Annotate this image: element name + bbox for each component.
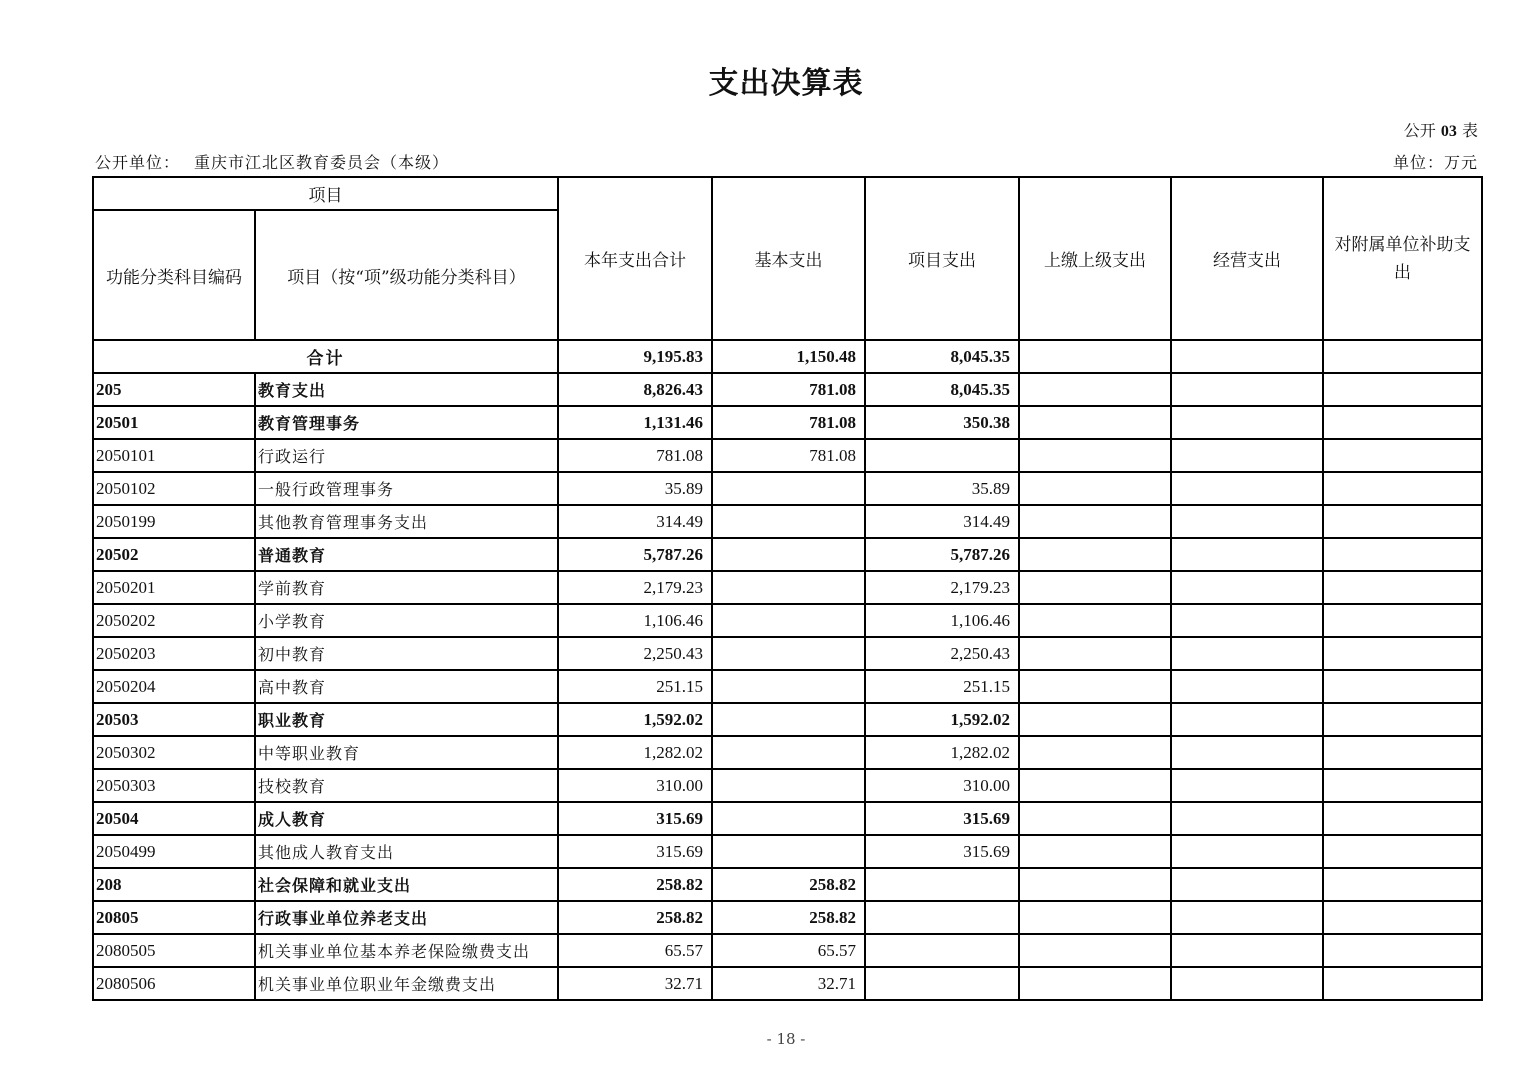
cell-subsidy [1323,373,1482,406]
form-number-value: 03 [1440,123,1457,140]
cell-code: 20805 [93,901,255,934]
header-total: 本年支出合计 [558,177,712,340]
cell-business [1171,472,1323,505]
cell-name: 行政事业单位养老支出 [255,901,558,934]
cell-basic [712,538,865,571]
cell-total: 2,179.23 [558,571,712,604]
cell-subsidy [1323,538,1482,571]
cell-project: 1,106.46 [865,604,1019,637]
header-subsidy: 对附属单位补助支出 [1323,177,1482,340]
cell-total: 32.71 [558,967,712,1000]
table-row [93,604,1482,637]
total-basic: 1,150.48 [712,340,865,373]
cell-business [1171,736,1323,769]
cell-business [1171,802,1323,835]
cell-upper [1019,538,1171,571]
cell-business [1171,505,1323,538]
form-number [1404,118,1478,141]
total-total: 9,195.83 [558,340,712,373]
table-row [93,505,1482,538]
cell-upper [1019,406,1171,439]
cell-code: 2080506 [93,967,255,1000]
header-code: 功能分类科目编码 [93,210,255,340]
cell-total: 8,826.43 [558,373,712,406]
cell-business [1171,538,1323,571]
cell-upper [1019,637,1171,670]
cell-subsidy [1323,472,1482,505]
cell-total: 310.00 [558,769,712,802]
table-row [93,868,1482,901]
cell-code: 208 [93,868,255,901]
cell-upper [1019,901,1171,934]
cell-business [1171,769,1323,802]
cell-code: 20502 [93,538,255,571]
table-row [93,670,1482,703]
cell-name: 其他教育管理事务支出 [255,505,558,538]
cell-basic [712,703,865,736]
reporting-unit-name: 重庆市江北区教育委员会（本级） [194,153,450,172]
cell-name: 其他成人教育支出 [255,835,558,868]
cell-project: 1,282.02 [865,736,1019,769]
header-project: 项目 [93,177,558,210]
cell-project: 350.38 [865,406,1019,439]
cell-project: 251.15 [865,670,1019,703]
cell-name: 行政运行 [255,439,558,472]
cell-subsidy [1323,703,1482,736]
cell-subsidy [1323,868,1482,901]
cell-total: 1,106.46 [558,604,712,637]
table-row [93,802,1482,835]
cell-total: 258.82 [558,901,712,934]
cell-business [1171,439,1323,472]
cell-basic: 258.82 [712,901,865,934]
cell-total: 251.15 [558,670,712,703]
table-row [93,769,1482,802]
cell-name: 教育支出 [255,373,558,406]
cell-business [1171,406,1323,439]
cell-upper [1019,505,1171,538]
cell-basic [712,835,865,868]
cell-code: 2050303 [93,769,255,802]
cell-basic [712,736,865,769]
cell-code: 2050204 [93,670,255,703]
cell-code: 205 [93,373,255,406]
cell-code: 2050102 [93,472,255,505]
cell-total: 315.69 [558,802,712,835]
cell-upper [1019,934,1171,967]
total-business [1171,340,1323,373]
cell-name: 社会保障和就业支出 [255,868,558,901]
cell-project: 310.00 [865,769,1019,802]
cell-name: 初中教育 [255,637,558,670]
cell-code: 20501 [93,406,255,439]
cell-upper [1019,604,1171,637]
header-project-expenditure: 项目支出 [865,177,1019,340]
cell-business [1171,835,1323,868]
cell-basic [712,472,865,505]
table-row [93,538,1482,571]
cell-basic: 781.08 [712,406,865,439]
cell-project: 2,250.43 [865,637,1019,670]
header-basic: 基本支出 [712,177,865,340]
cell-subsidy [1323,439,1482,472]
cell-total: 1,282.02 [558,736,712,769]
cell-code: 2050101 [93,439,255,472]
cell-upper [1019,670,1171,703]
cell-project: 1,592.02 [865,703,1019,736]
reporting-unit-label: 公开单位： [95,153,181,172]
cell-business [1171,604,1323,637]
cell-name: 技校教育 [255,769,558,802]
cell-code: 2050302 [93,736,255,769]
cell-subsidy [1323,901,1482,934]
cell-project [865,934,1019,967]
cell-upper [1019,373,1171,406]
cell-upper [1019,736,1171,769]
cell-project [865,439,1019,472]
cell-name: 学前教育 [255,571,558,604]
cell-name: 职业教育 [255,703,558,736]
cell-name: 高中教育 [255,670,558,703]
cell-code: 2050499 [93,835,255,868]
cell-project: 8,045.35 [865,373,1019,406]
cell-basic [712,505,865,538]
cell-project [865,868,1019,901]
total-subsidy [1323,340,1482,373]
cell-upper [1019,802,1171,835]
table-row [93,835,1482,868]
table-row [93,736,1482,769]
cell-basic [712,604,865,637]
cell-upper [1019,868,1171,901]
cell-name: 成人教育 [255,802,558,835]
table-row [93,439,1482,472]
header-name: 项目（按“项”级功能分类科目） [255,210,558,340]
cell-subsidy [1323,835,1482,868]
cell-project: 314.49 [865,505,1019,538]
total-label: 合计 [93,340,558,373]
form-number-prefix: 公开 [1403,121,1436,140]
page-title: 支出决算表 [708,66,864,101]
cell-total: 35.89 [558,472,712,505]
cell-code: 2050201 [93,571,255,604]
cell-code: 2050199 [93,505,255,538]
cell-total: 258.82 [558,868,712,901]
cell-code: 20504 [93,802,255,835]
cell-basic: 65.57 [712,934,865,967]
cell-total: 65.57 [558,934,712,967]
cell-basic: 32.71 [712,967,865,1000]
cell-basic: 781.08 [712,373,865,406]
cell-upper [1019,571,1171,604]
cell-subsidy [1323,736,1482,769]
table-row [93,373,1482,406]
cell-basic [712,670,865,703]
cell-upper [1019,703,1171,736]
total-upper [1019,340,1171,373]
cell-subsidy [1323,406,1482,439]
cell-business [1171,901,1323,934]
cell-upper [1019,967,1171,1000]
cell-subsidy [1323,769,1482,802]
cell-business [1171,571,1323,604]
cell-name: 小学教育 [255,604,558,637]
cell-basic [712,802,865,835]
header-upper-payment: 上缴上级支出 [1019,177,1171,340]
cell-total: 315.69 [558,835,712,868]
cell-code: 2050202 [93,604,255,637]
cell-code: 2050203 [93,637,255,670]
form-number-suffix: 表 [1461,121,1478,140]
cell-business [1171,967,1323,1000]
cell-project: 315.69 [865,835,1019,868]
cell-basic [712,637,865,670]
cell-business [1171,670,1323,703]
cell-basic: 258.82 [712,868,865,901]
cell-subsidy [1323,934,1482,967]
cell-total: 1,592.02 [558,703,712,736]
cell-business [1171,373,1323,406]
cell-business [1171,637,1323,670]
cell-project [865,967,1019,1000]
table-row [93,472,1482,505]
cell-name: 中等职业教育 [255,736,558,769]
cell-name: 机关事业单位职业年金缴费支出 [255,967,558,1000]
cell-total: 2,250.43 [558,637,712,670]
cell-business [1171,703,1323,736]
cell-total: 781.08 [558,439,712,472]
cell-business [1171,868,1323,901]
table-row [93,901,1482,934]
table-row [93,967,1482,1000]
total-project: 8,045.35 [865,340,1019,373]
cell-upper [1019,472,1171,505]
table-row [93,934,1482,967]
reporting-unit [95,150,449,173]
total-row [93,340,1482,373]
cell-project: 35.89 [865,472,1019,505]
cell-total: 1,131.46 [558,406,712,439]
table-row [93,406,1482,439]
cell-upper [1019,439,1171,472]
page-number: - 18 - [766,1030,806,1048]
cell-code: 2080505 [93,934,255,967]
cell-upper [1019,769,1171,802]
header-business: 经营支出 [1171,177,1323,340]
table-row [93,637,1482,670]
cell-subsidy [1323,604,1482,637]
cell-subsidy [1323,637,1482,670]
cell-project: 5,787.26 [865,538,1019,571]
table-row [93,571,1482,604]
cell-basic [712,571,865,604]
cell-subsidy [1323,505,1482,538]
cell-business [1171,934,1323,967]
cell-code: 20503 [93,703,255,736]
cell-total: 5,787.26 [558,538,712,571]
cell-basic [712,769,865,802]
cell-project: 2,179.23 [865,571,1019,604]
table-row [93,703,1482,736]
cell-subsidy [1323,670,1482,703]
cell-upper [1019,835,1171,868]
cell-subsidy [1323,967,1482,1000]
cell-name: 教育管理事务 [255,406,558,439]
expenditure-table [92,176,1483,1001]
cell-name: 普通教育 [255,538,558,571]
cell-subsidy [1323,571,1482,604]
cell-total: 314.49 [558,505,712,538]
cell-subsidy [1323,802,1482,835]
cell-project: 315.69 [865,802,1019,835]
cell-project [865,901,1019,934]
currency-unit: 单位：万元 [1392,153,1478,172]
cell-name: 一般行政管理事务 [255,472,558,505]
cell-basic: 781.08 [712,439,865,472]
cell-name: 机关事业单位基本养老保险缴费支出 [255,934,558,967]
